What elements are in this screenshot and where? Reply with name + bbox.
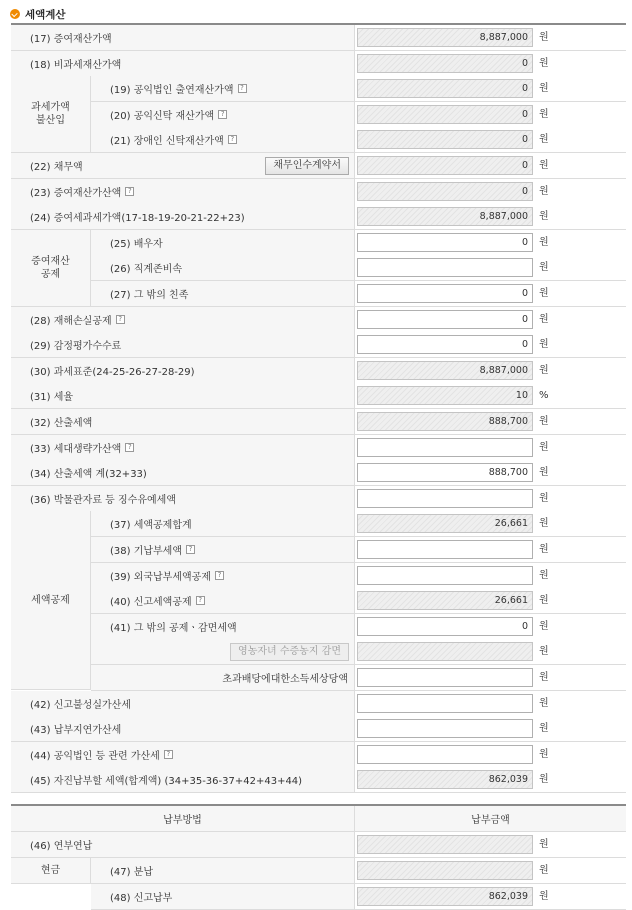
group-tax-credit [11, 511, 91, 690]
unit-label: 원 [539, 186, 549, 197]
field-r41a [357, 642, 533, 661]
unit-label: 원 [539, 134, 549, 145]
label-text: (43) 납부지연가산세 [30, 725, 122, 736]
field-r21: 0 [357, 130, 533, 149]
row-r29 [11, 332, 626, 358]
label-r47 [91, 858, 354, 884]
unit-label: 원 [539, 160, 549, 171]
bullet-icon [10, 9, 20, 19]
row-r41a [11, 639, 626, 665]
unit-label: 원 [539, 314, 549, 325]
value-cell [354, 127, 626, 153]
value-cell [354, 858, 626, 884]
value-cell [354, 332, 626, 358]
label-text: (39) 외국납부세액공제 [110, 572, 211, 583]
row-r44 [11, 742, 626, 768]
field-r44[interactable] [357, 745, 533, 764]
label-text: (22) 채무액 [30, 162, 83, 173]
unit-label: 원 [539, 672, 549, 683]
label-text: (17) 증여재산가액 [30, 34, 112, 45]
label-r41 [91, 614, 354, 640]
row-r45 [11, 767, 626, 793]
help-icon[interactable]: ? [186, 545, 195, 554]
value-cell [354, 435, 626, 461]
value-cell [354, 742, 626, 768]
row-r42 [11, 691, 626, 717]
field-r28[interactable]: 0 [357, 310, 533, 329]
label-r46 [11, 832, 354, 858]
unit-label: 원 [539, 544, 549, 555]
unit-label: 원 [539, 865, 549, 876]
field-r27[interactable]: 0 [357, 284, 533, 303]
value-cell [354, 383, 626, 409]
unit-label: 원 [539, 595, 549, 606]
unit-label: 원 [539, 839, 549, 850]
row-r24 [11, 204, 626, 230]
field-r47 [357, 861, 533, 880]
label-text: (36) 박물관자료 등 징수유예세액 [30, 495, 176, 506]
unit-label: 원 [539, 339, 549, 350]
unit-label: 원 [539, 774, 549, 785]
row-r47 [11, 858, 626, 884]
label-text: (18) 비과세재산가액 [30, 60, 122, 71]
field-r39[interactable] [357, 566, 533, 585]
label-text: (34) 산출세액 계(32+33) [30, 469, 147, 480]
label-text: (28) 재해손실공제 [30, 316, 112, 327]
row-r27 [11, 281, 626, 307]
field-r22: 0 [357, 156, 533, 175]
payment-table [11, 804, 626, 910]
unit-label: 원 [539, 32, 549, 43]
unit-label: 원 [539, 891, 549, 902]
label-r42 [11, 691, 354, 717]
unit-label: 원 [539, 698, 549, 709]
label-r17 [11, 25, 354, 51]
label-text: (24) 증여세과세가액(17-18-19-20-21-22+23) [30, 213, 245, 224]
value-cell [354, 537, 626, 563]
group-exclude-text: 과세가액 불산입 [31, 102, 70, 126]
value-cell [354, 153, 626, 179]
unit-label: 원 [539, 365, 549, 376]
label-text: (20) 공익신탁 재산가액 [110, 111, 215, 122]
field-r29[interactable]: 0 [357, 335, 533, 354]
value-cell [354, 460, 626, 486]
row-r43 [11, 716, 626, 742]
group-tax-credit-text: 세액공제 [31, 594, 70, 606]
field-r34[interactable]: 888,700 [357, 463, 533, 482]
value-cell [354, 255, 626, 281]
row-r33 [11, 435, 626, 461]
field-r46 [357, 835, 533, 854]
row-r32 [11, 409, 626, 435]
group-cash-text: 현금 [40, 865, 61, 876]
unit-label: 원 [539, 211, 549, 222]
label-r34 [11, 460, 354, 486]
label-text: (19) 공익법인 출연재산가액 [110, 85, 234, 96]
value-cell [354, 665, 626, 691]
label-r36 [11, 486, 354, 512]
row-r40 [11, 588, 626, 614]
row-r20 [11, 102, 626, 128]
unit-label: 원 [539, 621, 549, 632]
help-icon[interactable]: ? [196, 596, 205, 605]
label-r31 [11, 383, 354, 409]
value-cell [354, 884, 626, 910]
unit-label: 원 [539, 109, 549, 120]
farmland-reduction-button[interactable]: 영농자녀 수증농지 감면 [230, 643, 349, 661]
group-exclude [11, 76, 91, 153]
row-r41 [11, 614, 626, 640]
label-r43 [11, 716, 354, 742]
label-text: (40) 신고세액공제 [110, 597, 192, 608]
label-r18 [11, 51, 354, 77]
value-cell [354, 102, 626, 128]
field-r37: 26,661 [357, 514, 533, 533]
label-r45 [11, 767, 354, 793]
unit-label: 원 [539, 288, 549, 299]
label-text: (48) 신고납부 [110, 893, 173, 904]
label-text: (30) 과세표준(24-25-26-27-28-29) [30, 367, 195, 378]
row-r22 [11, 153, 626, 179]
help-icon[interactable]: ? [125, 187, 134, 196]
value-cell [354, 204, 626, 230]
field-r41[interactable]: 0 [357, 617, 533, 636]
label-r29 [11, 332, 354, 358]
value-cell [354, 409, 626, 435]
unit-label: 원 [539, 467, 549, 478]
unit-label: 원 [539, 646, 549, 657]
unit-label: 원 [539, 723, 549, 734]
label-r41b [91, 665, 354, 691]
value-cell [354, 76, 626, 102]
label-r48 [91, 884, 354, 910]
label-text: (26) 직계존비속 [110, 264, 183, 275]
group-deduction-text: 증여재산 공제 [31, 256, 70, 280]
label-r44 [11, 742, 354, 768]
row-r39 [11, 563, 626, 589]
tax-calc-table [11, 23, 626, 792]
unit-label: 원 [539, 570, 549, 581]
unit-label: 원 [539, 83, 549, 94]
value-cell [354, 51, 626, 77]
field-r41b[interactable] [357, 668, 533, 687]
label-r32 [11, 409, 354, 435]
row-r36 [11, 486, 626, 512]
label-r40 [91, 588, 354, 614]
value-cell [354, 486, 626, 512]
field-r32: 888,700 [357, 412, 533, 431]
help-icon[interactable]: ? [125, 443, 134, 452]
row-r31 [11, 383, 626, 409]
field-r26[interactable] [357, 258, 533, 277]
field-r33[interactable] [357, 438, 533, 457]
label-text: (27) 그 밖의 친족 [110, 290, 189, 301]
row-r26 [11, 255, 626, 281]
field-r40: 26,661 [357, 591, 533, 610]
field-r43[interactable] [357, 719, 533, 738]
label-text: (33) 세대생략가산액 [30, 444, 122, 455]
unit-label: 원 [539, 58, 549, 69]
row-r37 [11, 511, 626, 537]
row-r38 [11, 537, 626, 563]
label-text: (31) 세율 [30, 392, 74, 403]
label-text: (29) 감정평가수수료 [30, 341, 122, 352]
value-cell [354, 281, 626, 307]
label-r24 [11, 204, 354, 230]
label-text: (25) 배우자 [110, 239, 163, 250]
field-r31: 10 [357, 386, 533, 405]
unit-label: 원 [539, 442, 549, 453]
label-text: (41) 그 밖의 공제ㆍ감면세액 [110, 623, 237, 634]
label-r25 [91, 230, 354, 256]
field-r19: 0 [357, 79, 533, 98]
unit-label: % [539, 390, 549, 401]
field-r17: 8,887,000 [357, 28, 533, 47]
group-cash [11, 858, 91, 884]
field-r38[interactable] [357, 540, 533, 559]
row-r19 [11, 76, 626, 102]
value-cell [354, 230, 626, 256]
label-text: (42) 신고불성실가산세 [30, 700, 131, 711]
unit-label: 원 [539, 262, 549, 273]
value-cell [354, 588, 626, 614]
field-r48: 862,039 [357, 887, 533, 906]
row-r25 [11, 230, 626, 256]
label-r20 [91, 102, 354, 128]
row-r18 [11, 51, 626, 77]
label-r23 [11, 179, 354, 205]
label-text: (38) 기납부세액 [110, 546, 183, 557]
debt-contract-button[interactable]: 채무인수계약서 [265, 157, 349, 175]
row-r23 [11, 179, 626, 205]
group-deduction [11, 230, 91, 307]
row-r30 [11, 358, 626, 384]
field-r42[interactable] [357, 694, 533, 713]
unit-label: 원 [539, 416, 549, 427]
label-r28 [11, 307, 354, 333]
value-cell [354, 358, 626, 384]
help-icon[interactable]: ? [215, 571, 224, 580]
row-r21 [11, 127, 626, 153]
section-title: 세액계산 [25, 8, 66, 21]
field-r36[interactable] [357, 489, 533, 508]
label-r21 [91, 127, 354, 153]
unit-label: 원 [539, 237, 549, 248]
label-text: (45) 자진납부할 세액(합계액) (34+35-36-37+42+43+44) [30, 776, 303, 787]
field-r23: 0 [357, 182, 533, 201]
unit-label: 원 [539, 749, 549, 760]
help-icon[interactable]: ? [164, 750, 173, 759]
value-cell [354, 767, 626, 793]
value-cell [354, 179, 626, 205]
help-icon[interactable]: ? [116, 315, 125, 324]
row-r46 [11, 832, 626, 858]
value-cell [354, 25, 626, 51]
row-r28 [11, 307, 626, 333]
value-cell [354, 563, 626, 589]
value-cell [354, 307, 626, 333]
field-r30: 8,887,000 [357, 361, 533, 380]
header-amount: 납부금액 [354, 806, 626, 832]
unit-label: 원 [539, 518, 549, 529]
label-r26 [91, 255, 354, 281]
label-r37 [91, 511, 354, 537]
label-text: (44) 공익법인 등 관련 가산세 [30, 751, 160, 762]
label-text: (37) 세액공제합계 [110, 520, 192, 531]
label-r38 [91, 537, 354, 563]
row-r34 [11, 460, 626, 486]
value-cell [354, 716, 626, 742]
label-r27 [91, 281, 354, 307]
label-text: (23) 증여재산가산액 [30, 188, 122, 199]
value-cell [354, 832, 626, 858]
label-r33 [11, 435, 354, 461]
header-method: 납부방법 [11, 806, 354, 832]
field-r45: 862,039 [357, 770, 533, 789]
label-r19 [91, 76, 354, 102]
value-cell [354, 639, 626, 665]
row-r17 [11, 25, 626, 51]
help-icon[interactable]: ? [218, 110, 227, 119]
section-header [10, 6, 66, 22]
unit-label: 원 [539, 493, 549, 504]
value-cell [354, 614, 626, 640]
row-r48 [11, 884, 626, 910]
value-cell [354, 511, 626, 537]
field-r18: 0 [357, 54, 533, 73]
label-text: (47) 분납 [110, 867, 154, 878]
field-r24: 8,887,000 [357, 207, 533, 226]
field-r20: 0 [357, 105, 533, 124]
label-text: (21) 장애인 신탁재산가액 [110, 136, 224, 147]
help-icon[interactable]: ? [228, 135, 237, 144]
help-icon[interactable]: ? [238, 84, 247, 93]
label-r39 [91, 563, 354, 589]
label-r30 [11, 358, 354, 384]
label-text: (46) 연부연납 [30, 841, 93, 852]
field-r25[interactable]: 0 [357, 233, 533, 252]
label-text: (32) 산출세액 [30, 418, 93, 429]
value-cell [354, 691, 626, 717]
row-r41b [11, 665, 626, 691]
label-text: 초과배당에대한소득세상당액 [222, 674, 348, 685]
